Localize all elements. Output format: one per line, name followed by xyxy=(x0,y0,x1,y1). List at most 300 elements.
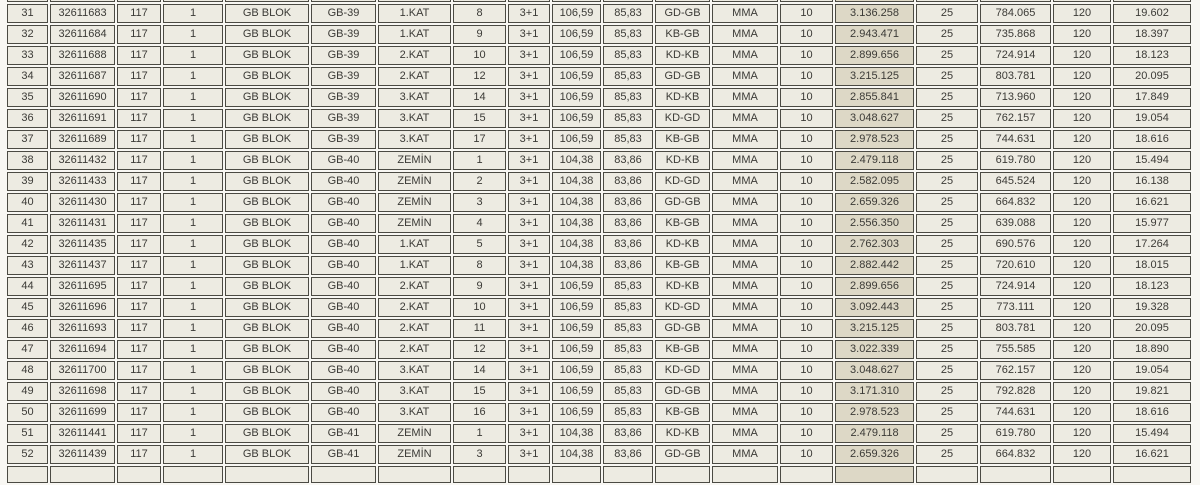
table-cell: MMA xyxy=(712,130,778,149)
apartment-list-table-body xyxy=(7,0,1191,483)
table-cell: 10 xyxy=(780,340,833,359)
table-cell: MMA xyxy=(712,193,778,212)
table-cell: 3+1 xyxy=(508,4,550,23)
table-cell: 25 xyxy=(916,25,978,44)
table-cell: 106,59 xyxy=(552,109,601,128)
table-cell: MMA xyxy=(712,4,778,23)
table-cell: 17.264 xyxy=(1113,235,1191,254)
table-cell: GB-39 xyxy=(311,109,376,128)
table-cell: 83,86 xyxy=(603,214,653,233)
table-cell: ZEMİN xyxy=(378,445,451,464)
table-cell: 117 xyxy=(117,88,161,107)
table-cell: 762.157 xyxy=(980,109,1051,128)
table-cell: 85,83 xyxy=(603,130,653,149)
table-row xyxy=(7,361,1191,380)
table-cell: KB-GB xyxy=(655,256,710,275)
table-cell: 17 xyxy=(453,130,506,149)
table-cell: 37 xyxy=(7,130,48,149)
table-cell: 16.138 xyxy=(1113,172,1191,191)
table-cell: 120 xyxy=(1053,88,1111,107)
table-cell: MMA xyxy=(712,256,778,275)
table-row xyxy=(7,109,1191,128)
table-cell: 42 xyxy=(7,235,48,254)
table-cell: GB BLOK xyxy=(225,298,309,317)
table-cell: 3.048.627 xyxy=(835,361,914,380)
table-cell: 117 xyxy=(117,340,161,359)
table-cell xyxy=(835,466,914,483)
table-cell: 15 xyxy=(453,382,506,401)
table-cell: 51 xyxy=(7,424,48,443)
table-cell: 32611691 xyxy=(50,109,115,128)
table-cell: 41 xyxy=(7,214,48,233)
table-row xyxy=(7,172,1191,191)
table-cell xyxy=(1113,0,1191,2)
table-cell xyxy=(50,0,115,2)
table-cell: 120 xyxy=(1053,25,1111,44)
apartment-list-table-wrap xyxy=(5,0,1193,485)
table-cell xyxy=(980,466,1051,483)
table-cell: 117 xyxy=(117,319,161,338)
table-cell: 32611432 xyxy=(50,151,115,170)
table-cell: 106,59 xyxy=(552,67,601,86)
table-cell: GB-40 xyxy=(311,382,376,401)
table-cell: 2.943.471 xyxy=(835,25,914,44)
table-cell: KB-GB xyxy=(655,130,710,149)
table-cell: MMA xyxy=(712,403,778,422)
table-cell: 25 xyxy=(916,109,978,128)
table-cell: 1 xyxy=(163,382,223,401)
table-cell: 40 xyxy=(7,193,48,212)
table-cell: MMA xyxy=(712,46,778,65)
table-cell: 117 xyxy=(117,403,161,422)
table-cell: GB BLOK xyxy=(225,67,309,86)
apartment-list-table xyxy=(5,0,1193,485)
table-cell: GB-40 xyxy=(311,361,376,380)
table-cell: KD-KB xyxy=(655,88,710,107)
table-cell: GB-40 xyxy=(311,277,376,296)
table-cell: 3+1 xyxy=(508,88,550,107)
table-cell: 120 xyxy=(1053,172,1111,191)
table-cell: 18.123 xyxy=(1113,277,1191,296)
table-cell: 106,59 xyxy=(552,4,601,23)
table-cell: 3+1 xyxy=(508,25,550,44)
table-cell: GB BLOK xyxy=(225,361,309,380)
table-row xyxy=(7,382,1191,401)
table-cell: KB-GB xyxy=(655,214,710,233)
table-row xyxy=(7,25,1191,44)
table-cell: GB BLOK xyxy=(225,235,309,254)
table-cell: 117 xyxy=(117,445,161,464)
table-cell xyxy=(453,0,506,2)
table-cell: 120 xyxy=(1053,319,1111,338)
table-cell: 720.610 xyxy=(980,256,1051,275)
table-cell: 10 xyxy=(780,130,833,149)
table-cell: GB BLOK xyxy=(225,46,309,65)
table-row xyxy=(7,46,1191,65)
table-cell: 639.088 xyxy=(980,214,1051,233)
table-cell: 1 xyxy=(163,235,223,254)
table-cell: 32611439 xyxy=(50,445,115,464)
table-cell: 1 xyxy=(163,109,223,128)
table-cell xyxy=(311,0,376,2)
table-cell: GB-40 xyxy=(311,256,376,275)
table-cell: 19.821 xyxy=(1113,382,1191,401)
table-cell: 104,38 xyxy=(552,235,601,254)
table-cell: 2.KAT xyxy=(378,319,451,338)
table-cell: 2.KAT xyxy=(378,277,451,296)
table-cell: 25 xyxy=(916,193,978,212)
table-cell: MMA xyxy=(712,151,778,170)
table-cell: 120 xyxy=(1053,214,1111,233)
table-cell: GD-GB xyxy=(655,193,710,212)
table-cell: 18.015 xyxy=(1113,256,1191,275)
table-cell: KB-GB xyxy=(655,340,710,359)
table-cell: 10 xyxy=(780,4,833,23)
table-row xyxy=(7,298,1191,317)
table-cell: 1 xyxy=(163,151,223,170)
table-cell: 2.479.118 xyxy=(835,424,914,443)
table-cell: 2.762.303 xyxy=(835,235,914,254)
table-cell: 117 xyxy=(117,298,161,317)
table-cell: 14 xyxy=(453,361,506,380)
table-cell: 25 xyxy=(916,67,978,86)
table-cell xyxy=(916,0,978,2)
table-cell: 5 xyxy=(453,235,506,254)
table-cell xyxy=(780,466,833,483)
table-cell: 10 xyxy=(780,382,833,401)
table-cell: 784.065 xyxy=(980,4,1051,23)
table-cell: 117 xyxy=(117,172,161,191)
table-cell: 18.890 xyxy=(1113,340,1191,359)
table-cell: 32611699 xyxy=(50,403,115,422)
table-cell: 3.KAT xyxy=(378,109,451,128)
table-cell: 9 xyxy=(453,277,506,296)
table-cell xyxy=(117,0,161,2)
table-cell xyxy=(916,466,978,483)
table-cell xyxy=(163,0,223,2)
table-cell: ZEMİN xyxy=(378,424,451,443)
table-cell: 1 xyxy=(163,88,223,107)
table-cell: GB-39 xyxy=(311,25,376,44)
table-cell: 1.KAT xyxy=(378,256,451,275)
table-cell xyxy=(7,0,48,2)
table-cell: 664.832 xyxy=(980,193,1051,212)
table-cell: 34 xyxy=(7,67,48,86)
table-cell: 106,59 xyxy=(552,298,601,317)
table-cell: 1.KAT xyxy=(378,25,451,44)
table-cell: 25 xyxy=(916,319,978,338)
table-cell: 3+1 xyxy=(508,277,550,296)
table-cell: 117 xyxy=(117,277,161,296)
table-cell: 106,59 xyxy=(552,382,601,401)
table-cell: 20.095 xyxy=(1113,319,1191,338)
table-cell: 3.KAT xyxy=(378,88,451,107)
table-cell: 25 xyxy=(916,151,978,170)
table-cell xyxy=(117,466,161,483)
table-cell: 32611684 xyxy=(50,25,115,44)
table-cell: 104,38 xyxy=(552,445,601,464)
table-cell: 2.479.118 xyxy=(835,151,914,170)
table-cell: MMA xyxy=(712,382,778,401)
table-cell: 25 xyxy=(916,130,978,149)
table-cell: 10 xyxy=(780,445,833,464)
table-cell: 3+1 xyxy=(508,319,550,338)
table-cell: 645.524 xyxy=(980,172,1051,191)
table-cell: 117 xyxy=(117,130,161,149)
table-cell: 120 xyxy=(1053,403,1111,422)
table-cell: GB BLOK xyxy=(225,151,309,170)
table-cell: 120 xyxy=(1053,193,1111,212)
table-cell: 120 xyxy=(1053,67,1111,86)
table-cell: 744.631 xyxy=(980,130,1051,149)
table-cell xyxy=(552,0,601,2)
table-row xyxy=(7,256,1191,275)
table-cell: 32611690 xyxy=(50,88,115,107)
table-cell: GB BLOK xyxy=(225,319,309,338)
table-cell: 32611695 xyxy=(50,277,115,296)
table-cell: GB-39 xyxy=(311,67,376,86)
table-cell: 10 xyxy=(780,193,833,212)
table-cell: 1 xyxy=(163,172,223,191)
table-cell: 25 xyxy=(916,256,978,275)
table-cell: 10 xyxy=(780,319,833,338)
table-cell: 106,59 xyxy=(552,130,601,149)
table-cell: 106,59 xyxy=(552,46,601,65)
table-cell: 120 xyxy=(1053,361,1111,380)
table-cell: 1 xyxy=(163,298,223,317)
table-cell: 83,86 xyxy=(603,151,653,170)
table-cell: 32611688 xyxy=(50,46,115,65)
table-cell: GB-39 xyxy=(311,130,376,149)
table-cell xyxy=(655,466,710,483)
table-cell: 104,38 xyxy=(552,172,601,191)
table-cell: GB-40 xyxy=(311,235,376,254)
table-cell xyxy=(712,0,778,2)
table-cell xyxy=(1113,466,1191,483)
table-cell: 1.KAT xyxy=(378,235,451,254)
table-cell: 3.092.443 xyxy=(835,298,914,317)
table-cell: 2.KAT xyxy=(378,298,451,317)
table-cell xyxy=(552,466,601,483)
table-cell: 18.397 xyxy=(1113,25,1191,44)
table-cell: 4 xyxy=(453,214,506,233)
table-cell: 3 xyxy=(453,445,506,464)
table-cell: 2.899.656 xyxy=(835,277,914,296)
table-cell: 25 xyxy=(916,235,978,254)
table-cell: 83,86 xyxy=(603,256,653,275)
table-cell xyxy=(50,466,115,483)
table-cell xyxy=(603,0,653,2)
table-cell: KD-KB xyxy=(655,151,710,170)
table-cell: 106,59 xyxy=(552,25,601,44)
table-cell: 3+1 xyxy=(508,151,550,170)
table-cell: 19.054 xyxy=(1113,109,1191,128)
table-row xyxy=(7,277,1191,296)
table-cell: 85,83 xyxy=(603,340,653,359)
table-cell: KD-KB xyxy=(655,235,710,254)
table-cell: 120 xyxy=(1053,256,1111,275)
table-cell: 12 xyxy=(453,67,506,86)
table-cell: 85,83 xyxy=(603,25,653,44)
table-cell: 10 xyxy=(453,46,506,65)
table-cell: 117 xyxy=(117,109,161,128)
table-cell: 724.914 xyxy=(980,46,1051,65)
table-cell: 10 xyxy=(780,277,833,296)
table-cell: 32611683 xyxy=(50,4,115,23)
table-cell: 117 xyxy=(117,382,161,401)
table-cell: 10 xyxy=(780,25,833,44)
table-cell: 18.616 xyxy=(1113,130,1191,149)
table-cell: 1 xyxy=(163,319,223,338)
table-cell: MMA xyxy=(712,172,778,191)
table-cell: 10 xyxy=(780,298,833,317)
table-cell: 2.855.841 xyxy=(835,88,914,107)
table-row xyxy=(7,151,1191,170)
table-cell: 104,38 xyxy=(552,151,601,170)
table-cell: 1 xyxy=(163,361,223,380)
table-cell: 83,86 xyxy=(603,445,653,464)
table-cell: GB BLOK xyxy=(225,4,309,23)
table-cell: 85,83 xyxy=(603,277,653,296)
table-cell: MMA xyxy=(712,340,778,359)
table-cell xyxy=(378,466,451,483)
table-cell: 11 xyxy=(453,319,506,338)
table-cell xyxy=(508,466,550,483)
table-cell: 49 xyxy=(7,382,48,401)
table-cell: 1 xyxy=(163,67,223,86)
table-cell: 8 xyxy=(453,256,506,275)
table-cell: 32611696 xyxy=(50,298,115,317)
table-cell: 3.KAT xyxy=(378,130,451,149)
table-cell: 117 xyxy=(117,424,161,443)
table-cell: 117 xyxy=(117,361,161,380)
table-cell: 32611430 xyxy=(50,193,115,212)
table-cell: 10 xyxy=(780,46,833,65)
table-cell: 15.494 xyxy=(1113,424,1191,443)
table-cell: 85,83 xyxy=(603,109,653,128)
table-cell: 10 xyxy=(780,151,833,170)
table-cell: 104,38 xyxy=(552,424,601,443)
table-cell: 3.022.339 xyxy=(835,340,914,359)
table-cell: 20.095 xyxy=(1113,67,1191,86)
table-row xyxy=(7,445,1191,464)
table-cell: 3+1 xyxy=(508,256,550,275)
table-cell: 1 xyxy=(163,403,223,422)
table-cell: GB-40 xyxy=(311,319,376,338)
table-cell: 2.978.523 xyxy=(835,130,914,149)
table-cell: 18.616 xyxy=(1113,403,1191,422)
table-cell: 3+1 xyxy=(508,67,550,86)
table-cell: 18.123 xyxy=(1113,46,1191,65)
table-cell: 120 xyxy=(1053,340,1111,359)
table-cell: 619.780 xyxy=(980,424,1051,443)
table-cell: 117 xyxy=(117,214,161,233)
table-cell: GB-39 xyxy=(311,4,376,23)
table-cell: GB BLOK xyxy=(225,172,309,191)
table-cell: MMA xyxy=(712,424,778,443)
table-cell: GB BLOK xyxy=(225,424,309,443)
table-cell: 3.KAT xyxy=(378,403,451,422)
table-cell: KD-GD xyxy=(655,172,710,191)
table-cell xyxy=(1053,466,1111,483)
table-cell: 3+1 xyxy=(508,46,550,65)
table-cell: 1 xyxy=(163,277,223,296)
table-cell: 25 xyxy=(916,4,978,23)
table-cell: GD-GB xyxy=(655,445,710,464)
table-cell: 17.849 xyxy=(1113,88,1191,107)
table-cell: ZEMİN xyxy=(378,172,451,191)
table-cell: 47 xyxy=(7,340,48,359)
table-cell: 1 xyxy=(163,340,223,359)
table-cell: 32611694 xyxy=(50,340,115,359)
table-cell: GB-41 xyxy=(311,424,376,443)
table-cell: 32611700 xyxy=(50,361,115,380)
table-cell: 32611698 xyxy=(50,382,115,401)
table-row-partial xyxy=(7,466,1191,483)
table-cell: 1 xyxy=(163,25,223,44)
table-cell: KB-GB xyxy=(655,25,710,44)
table-cell xyxy=(1053,0,1111,2)
table-cell: 2 xyxy=(453,172,506,191)
table-cell: 3.KAT xyxy=(378,361,451,380)
table-cell xyxy=(311,466,376,483)
table-cell: GB BLOK xyxy=(225,256,309,275)
table-cell: GD-GB xyxy=(655,382,710,401)
table-cell: 3+1 xyxy=(508,382,550,401)
table-cell: 48 xyxy=(7,361,48,380)
table-cell: 85,83 xyxy=(603,67,653,86)
table-cell: 83,86 xyxy=(603,172,653,191)
table-cell: MMA xyxy=(712,67,778,86)
table-cell: MMA xyxy=(712,214,778,233)
table-cell: 15.977 xyxy=(1113,214,1191,233)
table-cell: KD-KB xyxy=(655,46,710,65)
table-row xyxy=(7,340,1191,359)
table-cell: 25 xyxy=(916,277,978,296)
table-cell: GB-40 xyxy=(311,193,376,212)
table-cell: GB-39 xyxy=(311,88,376,107)
table-cell: 117 xyxy=(117,67,161,86)
table-cell: 32611687 xyxy=(50,67,115,86)
table-cell: 85,83 xyxy=(603,4,653,23)
table-row xyxy=(7,193,1191,212)
table-cell: 1.KAT xyxy=(378,4,451,23)
table-cell: 3+1 xyxy=(508,109,550,128)
table-cell: 32611437 xyxy=(50,256,115,275)
table-cell: 16 xyxy=(453,403,506,422)
table-cell: 803.781 xyxy=(980,67,1051,86)
table-cell: 19.602 xyxy=(1113,4,1191,23)
table-cell: GB BLOK xyxy=(225,214,309,233)
table-cell: 44 xyxy=(7,277,48,296)
table-cell: 10 xyxy=(780,214,833,233)
table-row xyxy=(7,88,1191,107)
table-cell: GD-GB xyxy=(655,67,710,86)
table-cell: 117 xyxy=(117,4,161,23)
table-cell xyxy=(835,0,914,2)
table-cell: 85,83 xyxy=(603,46,653,65)
table-cell: 1 xyxy=(163,445,223,464)
table-row-partial xyxy=(7,0,1191,2)
table-cell: 85,83 xyxy=(603,319,653,338)
table-cell: 2.KAT xyxy=(378,67,451,86)
table-cell: 10 xyxy=(780,67,833,86)
table-cell: MMA xyxy=(712,298,778,317)
table-cell: 3 xyxy=(453,193,506,212)
table-cell: KB-GB xyxy=(655,403,710,422)
table-cell: 32611441 xyxy=(50,424,115,443)
table-cell: 106,59 xyxy=(552,403,601,422)
